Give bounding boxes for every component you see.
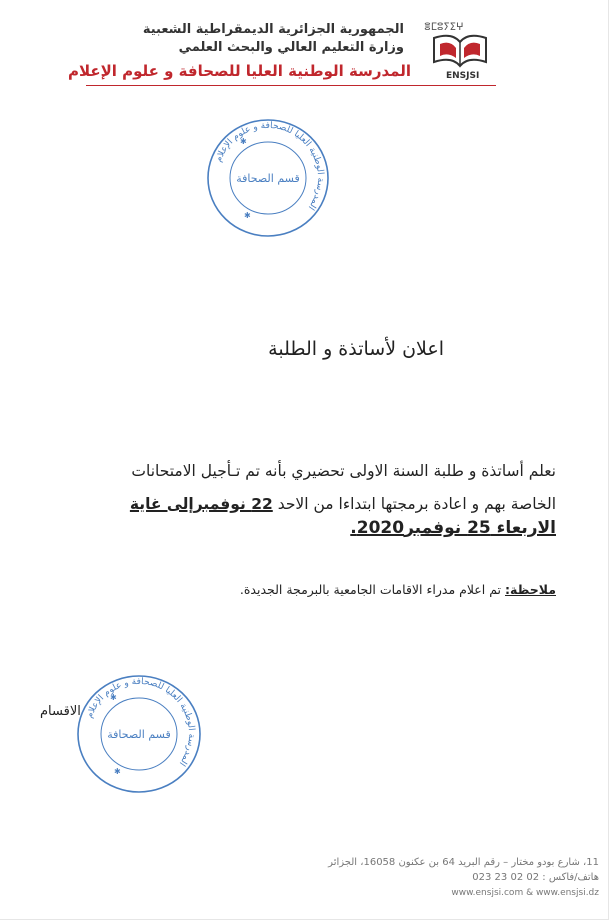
footer-web: www.ensjsi.com & www.ensjsi.dz	[451, 888, 599, 898]
body-line-2-emphasis: 22 نوفمبرإلى غاية	[129, 495, 273, 513]
header-ministry: وزارة التعليم العالي والبحث العلمي	[178, 40, 404, 55]
stamp-star-icon: ✱	[110, 693, 117, 702]
announcement-title: اعلان لأساتذة و الطلبة	[268, 338, 444, 360]
department-signature: الاقسام	[40, 704, 81, 719]
book-icon	[434, 36, 486, 66]
note-text: تم اعلام مدراء الاقامات الجامعية بالبرمجة الجديدة.	[239, 582, 502, 597]
stamp-inner-text: قسم الصحافة	[107, 728, 171, 741]
stamp-star-icon: ✱	[240, 137, 247, 146]
stamp-inner-text: قسم الصحافة	[236, 172, 300, 185]
header-rule	[86, 85, 496, 86]
logo-tag-text: ⴻⵎⵓⵢⵉⵖ	[424, 22, 464, 33]
stamp-star-icon: ✱	[114, 767, 121, 776]
logo-text: ENSJSI	[446, 71, 480, 81]
header-school: المدرسة الوطنية العليا للصحافة و علوم الإعلام	[67, 62, 411, 80]
department-stamp-top	[204, 116, 332, 240]
stamp-outer-text: المدرسة الوطنية العليا للصحافة و علوم الإعلام	[213, 120, 326, 212]
stamp-outer-text: المدرسة الوطنية العليا للصحافة و علوم الإعلام	[84, 676, 197, 768]
body-line-2	[130, 495, 556, 513]
header-republic: الجمهورية الجزائرية الديمقراطية الشعبية	[142, 22, 404, 37]
stamp-star-icon: ✱	[244, 211, 251, 220]
body-line-3	[350, 518, 556, 538]
footer-address: 11، شارع بودو مختار – رقم البريد 64 بن عكنون 16058، الجزائر	[328, 857, 599, 868]
body-line-3-emphasis: الاربعاء 25 نوفمبر2020.	[350, 518, 556, 538]
footer-phone: هاتف/فاكس : 02 02 23 023	[472, 872, 599, 883]
department-stamp-bottom	[74, 672, 204, 796]
body-line-2-plain: الخاصة بهم و اعادة برمجتها ابتداءا من الاحد	[277, 495, 556, 513]
note	[240, 582, 556, 597]
body-line-1: نعلم أساتذة و طلبة السنة الاولى تحضيري بأنه تم تـأجيل الامتحانات	[131, 462, 556, 480]
note-label: ملاحظة:	[505, 582, 556, 597]
school-logo	[416, 18, 506, 82]
